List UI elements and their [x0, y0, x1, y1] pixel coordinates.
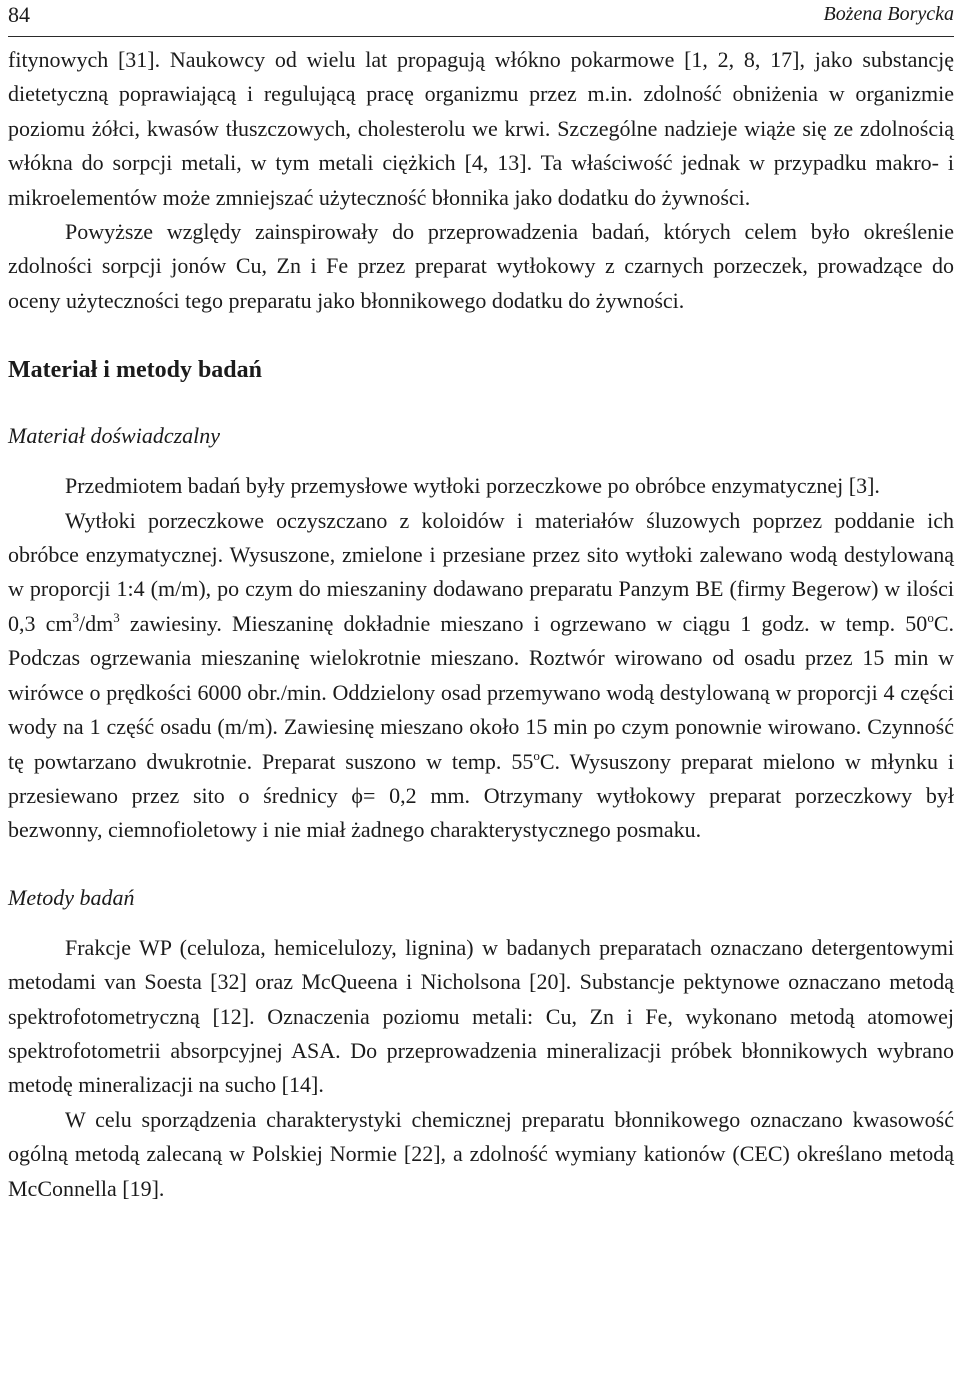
paragraph-preparation: Wytłoki porzeczkowe oczyszczano z koloidów i materiałów śluzowych poprzez poddanie ich obróbce enzymatycznej. Wysuszone, zmielone i przesiane przez sito wytłoki zalewano wodą destylowaną w proporcji 1:4 (m/m), po czym do mieszaniny dodawano preparatu Panzym BE (firmy Begerow) w ilości 0,3 $cm^3/dm^3$ zawiesiny. Mieszaninę dokładnie mieszano i ogrzewano w ciągu 1 godz. w temp. 50$^o$C. Podczas ogrzewania mieszaninę wielokrotnie mieszano. Roztwór wirowano od osadu przez 15 min w wirówce o prędkości 6000 obr./min. Oddzielony osad przemywano wodą destylowaną w proporcji 4 części wody na 1 część osadu (m/m). Zawiesinę mieszano około 15 min po czym ponownie wirowano. Czynność tę powtarzano dwukrotnie. Preparat suszono w temp. 55$^o$C. Wysuszony preparat mielono w młynku i przesiewano przez sito o średnicy ϕ= 0,2 mm. Otrzymany wytłokowy preparat porzeczkowy był bezwonny, ciemnofioletowy i nie miał żadnego charakterystycznego posmaku.	[8, 507, 954, 843]
paragraph-aim: Powyższe względy zainspirowały do przeprowadzenia badań, których celem było określenie zdolności sorpcji jonów Cu, Zn i Fe przez preparat wytłokowy z czarnych porzeczek, prowadzące do oceny użyteczności tego preparatu jako błonnikowego dodatku do żywności.	[8, 219, 954, 313]
paragraph-subject: Przedmiotem badań były przemysłowe wytłoki porzeczkowe po obróbce enzymatycznej [3].	[65, 473, 880, 499]
page-number: 84	[8, 2, 30, 27]
paragraph-characteristics: W celu sporządzenia charakterystyki chemicznej preparatu błonnikowego oznaczano kwasowość ogólną metodą zalecaną w Polskiej Normie [22], a zdolność wymiany kationów (CEC) określano metodą McConnella [19].	[8, 1106, 954, 1201]
paragraph-methods: Frakcje WP (celuloza, hemicelulozy, lignina) w badanych preparatach oznaczano detergentowymi metodami van Soesta [32] oraz McQueena i Nicholsona [20]. Substancje pektynowe oznaczano metodą spektrofotometryczną [12]. Oznaczenia poziomu metali: Cu, Zn i Fe, wykonano metodą atomowej spektrofotometrii absorpcyjnej ASA. Do przeprowadzenia mineralizacji próbek błonnikowych wybrano metodę mineralizacji na sucho [14].	[8, 934, 954, 1098]
page-header	[8, 0, 954, 37]
subsection-heading-methods: Metody badań	[8, 884, 135, 910]
section-heading: Materiał i metody badań	[8, 357, 262, 384]
subsection-heading-material: Materiał doświadczalny	[8, 423, 221, 449]
running-author: Bożena Borycka	[823, 3, 954, 25]
paragraph-continued: fitynowych [31]. Naukowcy od wielu lat propagują włókno pokarmowe [1, 2, 8, 17], jako substancję dietetyczną poprawiającą i regulującą pracę organizmu przez m.in. zdolność obniżenia w organizmie poziomu żółci, kwasów tłuszczowych, cholesterolu we krwi. Szczególne nadzieje wiąże się ze zdolnością włókna do sorpcji metali, w tym metali ciężkich [4, 13]. Ta właściwość jednak w przypadku makro- i mikroelementów może zmniejszać użyteczność błonnika jako dodatku do żywności.	[8, 47, 954, 210]
